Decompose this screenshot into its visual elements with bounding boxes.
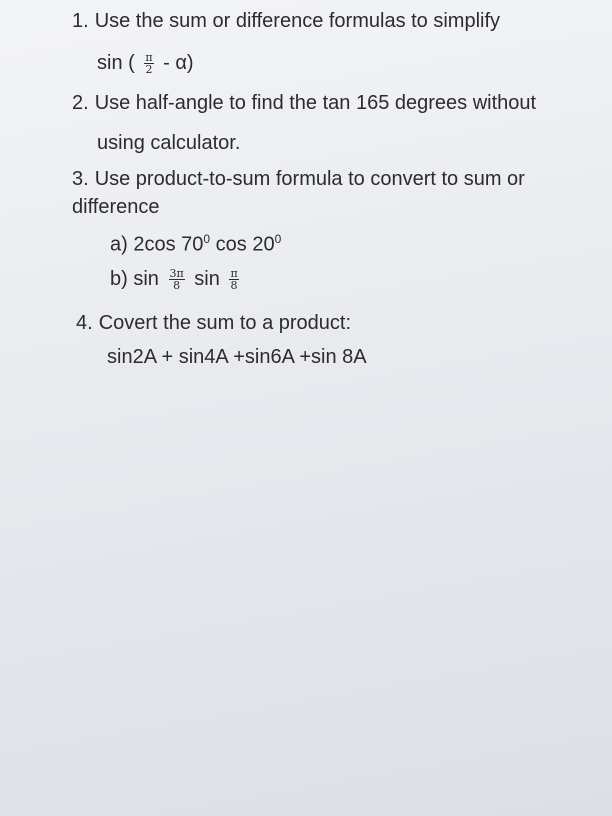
fraction-numerator: π (230, 267, 238, 281)
fraction-denominator: 8 (173, 279, 181, 293)
question-4-expression (107, 346, 367, 369)
expr-prefix: sin ( (97, 52, 135, 74)
fraction-numerator: 3π (169, 267, 184, 281)
question-number: 1. (72, 10, 89, 32)
question-2 (72, 92, 536, 115)
question-1-expression (97, 52, 194, 75)
question-text: Covert the sum to a product: (98, 312, 352, 334)
degree-mark: 0 (203, 232, 211, 246)
degree-mark: 0 (274, 232, 282, 246)
fraction-denominator: 2 (145, 63, 153, 77)
expr-suffix: - α) (163, 52, 194, 74)
question-text: Use the sum or difference formulas to simplify (94, 10, 501, 32)
question-3b (110, 268, 243, 291)
question-text-continued: difference (72, 196, 160, 218)
sin-function: sin (194, 268, 220, 290)
part-label: a) (110, 233, 128, 256)
sin-function: sin (133, 268, 159, 290)
question-text: Use half-angle to find the tan 165 degrees without (94, 92, 537, 114)
expr-part2: cos 20 (210, 233, 275, 256)
question-3-continuation (72, 196, 159, 219)
fraction-numerator: π (145, 51, 153, 65)
question-3 (72, 168, 525, 191)
fraction (229, 268, 238, 291)
question-number: 2. (72, 92, 89, 114)
question-number: 3. (72, 168, 89, 190)
question-number: 4. (76, 312, 93, 334)
question-4 (76, 312, 351, 335)
fraction (169, 268, 185, 291)
expr-part1: 2cos 70 (133, 233, 204, 256)
question-text-continued: using calculator. (97, 132, 241, 154)
part-label: b) (110, 268, 128, 290)
fraction-denominator: 8 (230, 279, 238, 293)
fraction (144, 52, 153, 75)
sum-expression: sin2A + sin4A +sin6A +sin 8A (107, 346, 367, 368)
question-3a (110, 232, 281, 257)
question-text: Use product-to-sum formula to convert to sum or (94, 168, 525, 190)
question-2-continuation (97, 132, 240, 155)
question-1 (72, 10, 500, 33)
